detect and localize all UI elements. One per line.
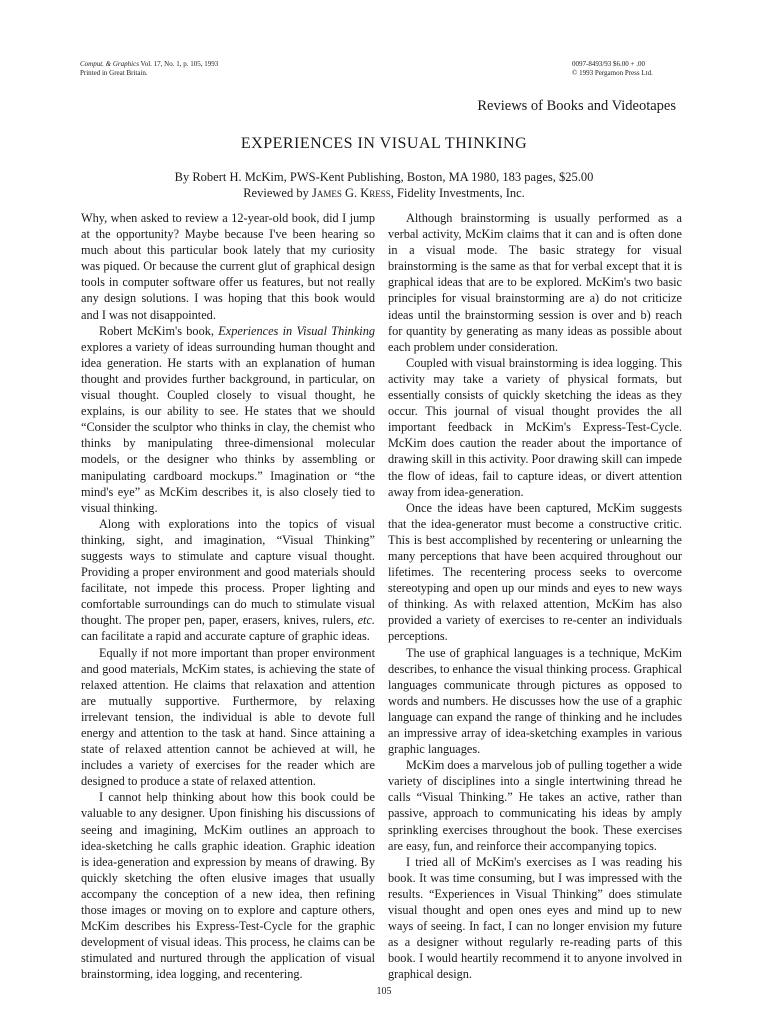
printed-notice: Printed in Great Britain.: [80, 69, 148, 77]
paragraph: Although brainstorming is usually performed as a verbal activity, McKim claims that it can and is often done in a visual mode. The basic strategy for visual brainstorming is the same as that for verbal except that it is graphical ideas that are to be explored. McKim's two basic principles for visual brainstorming are a) do not criticize ideas until the brainstorming session is over and b) reach for quantity by generating as many ideas as possible about each problem under consideration.: [388, 211, 682, 354]
page-number: 105: [376, 986, 392, 997]
article-title: EXPERIENCES IN VISUAL THINKING: [240, 135, 528, 152]
journal-name: Comput. & Graphics: [80, 60, 139, 68]
paragraph: Why, when asked to review a 12-year-old book, did I jump at the opportunity? Maybe because I've been hearing so much about this particular book lately that my curiosity was piqued. Or because the current glut of graphical design tools in computer software offer us features, but not really any design solutions. I was hoping that this book would and I was not disappointed.: [81, 211, 375, 322]
book-info: By Robert H. McKim, PWS-Kent Publishing, Boston, MA 1980, 183 pages, $25.00: [174, 170, 594, 184]
left-column: [81, 210, 375, 983]
paragraph-text: explores a variety of ideas surrounding human thought and idea generation. He starts with an explanation of human thought and provides further background, in particular, on visual thought. Coupled closely to visual thought, he explains, is our ability to see. He states that we should “Consider the sculptor who thinks in clay, the chemist who thinks by manipulating three-dimensional molecular models, or the designer who thinks by assembling or manipulating cardboard mockups.” Imagination or “the mind's eye” as McKim describes it, is also closely tied to visual thinking.: [81, 339, 375, 515]
reviewed-by-label: Reviewed by: [243, 186, 312, 200]
paragraph: [81, 323, 375, 516]
issn-price: 0097-8493/93 $6.00 + .00: [572, 60, 645, 68]
journal-citation: [80, 60, 218, 69]
paragraph: [81, 516, 375, 645]
paragraph: I cannot help thinking about how this book could be valuable to any designer. Upon finishing his discussions of seeing and imagining, McKim outlines an approach to idea-sketching he calls graphic ideation. Graphic ideation is idea-generation and expression by means of drawing. By quickly sketching the often elusive images that usually accompany the conception of a new idea, then refining those images or moving on to explore and capture others, McKim describes his Express-Test-Cycle for the graphic development of visual ideas. This process, he claims can be stimulated and nurtured through the application of visual brainstorming, idea logging, and recentering.: [81, 790, 375, 982]
paragraph: The use of graphical languages is a technique, McKim describes, to enhance the visual thinking process. Graphical languages communicate through pictures as opposed to words and numbers. He discusses how the use of a graphic language can expand the range of thinking and he includes an impressive array of idea-sketching examples in various graphic languages.: [388, 645, 683, 757]
paragraph-text: can facilitate a rapid and accurate capture of graphic ideas.: [81, 629, 370, 644]
paragraph: I tried all of McKim's exercises as I was reading his book. It was time consuming, but I was impressed with the results. “Experiences in Visual Thinking” does stimulate visual thought and open ones eyes and mind up to new ways of seeing. In fact, I can no longer envision my future as a designer without regularly re-reading parts of this book. I would heartily recommend it to anyone involved in graphical design.: [388, 854, 682, 982]
paragraph-text: Robert McKim's book,: [99, 323, 219, 338]
running-header-left: [80, 60, 218, 78]
reviewer-name: James G. Kress: [311, 186, 391, 200]
italic-text: etc.: [357, 613, 375, 628]
copyright-notice: © 1993 Pergamon Press Ltd.: [572, 69, 653, 77]
reviewer-line: [0, 185, 768, 201]
reviewer-affiliation: , Fidelity Investments, Inc.: [390, 186, 525, 200]
running-header-right: [572, 60, 653, 78]
paragraph: Coupled with visual brainstorming is idea logging. This activity may take a variety of physical formats, but essentially consists of quickly sketching the ideas as they occur. This journal of visual thought provides the all important feedback in McKim's Express-Test-Cycle. McKim does caution the reader about the importance of drawing skill in this activity. Poor drawing skill can impede the flow of ideas, fail to capture ideas, or divert attention away from idea-generation.: [388, 355, 682, 499]
paragraph: McKim does a marvelous job of pulling together a wide variety of disciplines into a single intertwining thread he calls “Visual Thinking.” He takes an active, rather than passive, approach to communicating his ideas by amply sprinkling exercises throughout the book. These exercises are easy, fun, and reinforce their accompanying topics.: [388, 758, 682, 853]
byline: [0, 169, 768, 201]
paragraph: Once the ideas have been captured, McKim suggests that the idea-generator must become a constructive critic. This is best accomplished by recentering or unlearning the many perceptions that have been acquired throughout our lifetimes. The recentering process seeks to overcome stereotyping and open up our minds and eyes to new ways of thinking. As with relaxed attention, McKim has also provided a variety of exercises to re-center an individuals perceptions.: [388, 500, 682, 644]
paragraph: Equally if not more important than proper environment and good materials, McKim states, is achieving the state of relaxed attention. He claims that relaxation and attention are mutually supportive. Furthermore, by relaxing irrelevant tension, the individual is able to devote full energy and attention to the task at hand. Since attaining a state of relaxed attention cannot be achieved at will, he includes a variety of exercises for the reader which are designed to produce a state of relaxed attention.: [81, 645, 375, 789]
right-column: [388, 210, 682, 983]
paragraph-text: Along with explorations into the topics of visual thinking, sight, and imagination, “Visual Thinking” suggests ways to stimulate and capture visual thought. Providing a proper environment and good materials should facilitate, not impede this process. Proper lighting and comfortable surroundings can do much to stimulate visual thought. The proper pen, paper, erasers, knives, rulers,: [81, 516, 375, 628]
section-label: Reviews of Books and Videotapes: [477, 98, 676, 114]
volume-info: Vol. 17, No. 1, p. 105, 1993: [140, 60, 219, 68]
book-title-italic: Experiences in Visual Thinking: [218, 323, 375, 338]
